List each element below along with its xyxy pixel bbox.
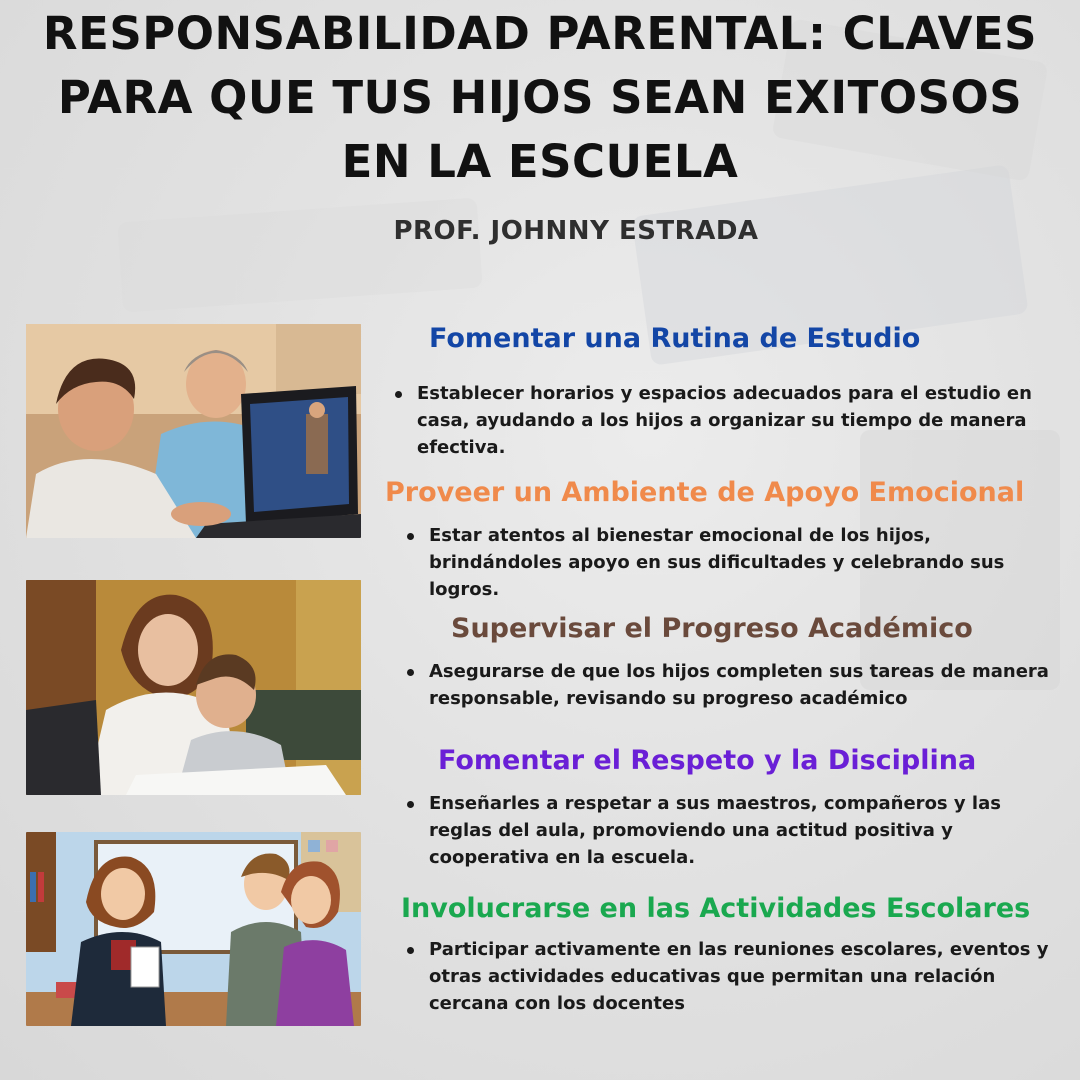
section-title-school-activities: Involucrarse en las Actividades Escolares: [401, 893, 1031, 924]
illustration-parent-teacher-meeting: [26, 832, 361, 1026]
photo-homework-help: [26, 580, 361, 795]
author-name: PROF. JOHNNY ESTRADA: [393, 216, 759, 246]
bullet-respect-discipline: Enseñarles a respetar a sus maestros, compañeros y las reglas del aula, promoviendo una actitud positiva y cooperativa en la escuela.: [405, 790, 1049, 871]
photo-study-laptop: [26, 324, 361, 538]
section-title-respect-discipline: Fomentar el Respeto y la Disciplina: [438, 745, 977, 776]
section-title-study-routine: Fomentar una Rutina de Estudio: [429, 323, 921, 354]
bullet-academic-progress: Asegurarse de que los hijos completen sus tareas de manera responsable, revisando su progreso académico: [405, 658, 1049, 712]
section-title-emotional-support: Proveer un Ambiente de Apoyo Emocional: [385, 477, 1025, 508]
bullet-study-routine: Establecer horarios y espacios adecuados para el estudio en casa, ayudando a los hijos a organizar su tiempo de manera efectiva.: [393, 380, 1067, 461]
page-title: RESPONSABILIDAD PARENTAL: CLAVES PARA QUE TUS HIJOS SEAN EXITOSOS EN LA ESCUELA: [42, 7, 1038, 188]
bullet-school-activities: Participar activamente en las reuniones escolares, eventos y otras actividades educativas que permitan una relación cercana con los docentes: [405, 936, 1069, 1017]
bullet-emotional-support: Estar atentos al bienestar emocional de los hijos, brindándoles apoyo en sus dificultades y celebrando sus logros.: [405, 522, 1049, 603]
background-shape: [117, 198, 482, 313]
section-title-academic-progress: Supervisar el Progreso Académico: [451, 613, 973, 644]
